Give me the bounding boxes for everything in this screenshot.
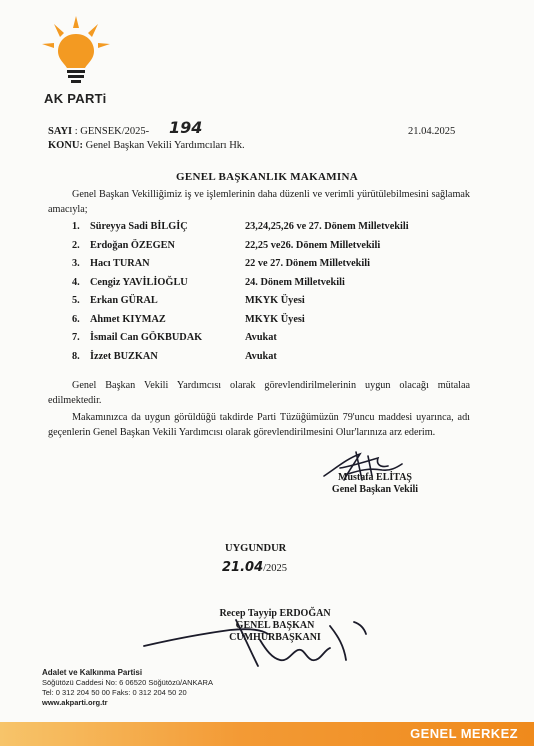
sayi-label: SAYI <box>48 126 73 137</box>
approver-name: Recep Tayyip ERDOĞAN <box>219 608 331 619</box>
handwritten-number: 194 <box>169 118 203 137</box>
item-name: İzzet BUZKAN <box>90 350 158 362</box>
approval-date-year: /2025 <box>263 563 288 574</box>
item-description: 24. Dönem Milletvekili <box>245 276 345 288</box>
footer-bar-label: GENEL MERKEZ <box>410 726 518 741</box>
list-item <box>72 240 452 254</box>
ak-parti-lightbulb-icon <box>40 14 112 86</box>
item-description: 22,25 ve26. Dönem Milletvekili <box>245 239 381 251</box>
item-number: 8. <box>72 350 80 362</box>
list-item <box>72 221 452 235</box>
item-name: Cengiz YAVİLİOĞLU <box>90 276 188 288</box>
footer-website: www.akparti.org.tr <box>42 698 108 707</box>
item-number: 6. <box>72 313 80 325</box>
document-date: 21.04.2025 <box>408 126 456 137</box>
item-description: 22 ve 27. Dönem Milletvekili <box>245 258 370 269</box>
intro-paragraph: Genel Başkan Vekilliğimiz iş ve işlemlerinin daha düzenli ve verimli yürütülebilmesini sağlamak amacıyla; <box>48 189 470 215</box>
item-number: 3. <box>72 258 80 269</box>
item-name: Erkan GÜRAL <box>90 295 158 306</box>
item-number: 1. <box>72 221 80 232</box>
signer-block <box>310 472 440 496</box>
subject-line <box>48 140 245 151</box>
addressee-heading: GENEL BAŞKANLIK MAKAMINA <box>176 171 358 183</box>
brand-name: AK PARTi <box>44 91 107 106</box>
approval-date-handwritten: 21.04 <box>222 560 264 575</box>
list-item <box>72 314 452 328</box>
approver-title: GENEL BAŞKAN <box>235 620 315 631</box>
signer-title: Genel Başkan Vekili <box>331 484 419 495</box>
item-name: Süreyya Sadi BİLGİÇ <box>90 221 188 232</box>
assessment-paragraph: Genel Başkan Vekili Yardımcısı olarak görevlendirilmelerinin uygun olacağı mütalaa edilmektedir. <box>48 380 470 406</box>
item-description: MKYK Üyesi <box>245 313 305 325</box>
list-item <box>72 295 452 309</box>
item-name: Erdoğan ÖZEGEN <box>90 239 175 251</box>
footer-street: Söğütözü Caddesi No: 6 06520 Söğütözü/ANKARA <box>42 678 213 687</box>
approval-date <box>222 560 287 575</box>
reference-number <box>48 126 149 137</box>
item-number: 5. <box>72 295 80 306</box>
list-item <box>72 258 452 272</box>
item-description: MKYK Üyesi <box>245 295 305 306</box>
list-item <box>72 277 452 291</box>
footer-address <box>42 668 213 708</box>
list-item <box>72 332 452 346</box>
list-item <box>72 351 452 365</box>
item-name: İsmail Can GÖKBUDAK <box>90 332 203 343</box>
item-number: 4. <box>72 276 80 288</box>
item-number: 2. <box>72 239 80 251</box>
item-number: 7. <box>72 332 80 343</box>
item-description: Avukat <box>245 332 277 343</box>
sayi-value: : GENSEK/2025- <box>74 126 150 137</box>
footer-org: Adalet ve Kalkınma Partisi <box>42 668 143 677</box>
approver-title-2: CUMHURBAŞKANI <box>229 632 321 643</box>
item-description: 23,24,25,26 ve 27. Dönem Milletvekili <box>245 221 409 232</box>
approver-block <box>210 608 340 644</box>
request-paragraph: Makamınızca da uygun görüldüğü takdirde Parti Tüzüğümüzün 79'uncu maddesi uyarınca, adı geçenlerin Genel Başkan Vekili Yardımcısı olarak görevlendirilmesini Olur'larınıza arz ederim. <box>48 412 470 438</box>
item-name: Ahmet KIYMAZ <box>90 313 166 325</box>
item-description: Avukat <box>245 350 277 362</box>
konu-value: Genel Başkan Vekili Yardımcıları Hk. <box>85 140 245 151</box>
approval-label: UYGUNDUR <box>225 543 287 554</box>
footer-phone: Tel: 0 312 204 50 00 Faks: 0 312 204 50 20 <box>42 688 187 697</box>
item-name: Hacı TURAN <box>90 258 150 269</box>
konu-label: KONU: <box>48 140 83 151</box>
signer-name: Mustafa ELİTAŞ <box>338 472 412 483</box>
